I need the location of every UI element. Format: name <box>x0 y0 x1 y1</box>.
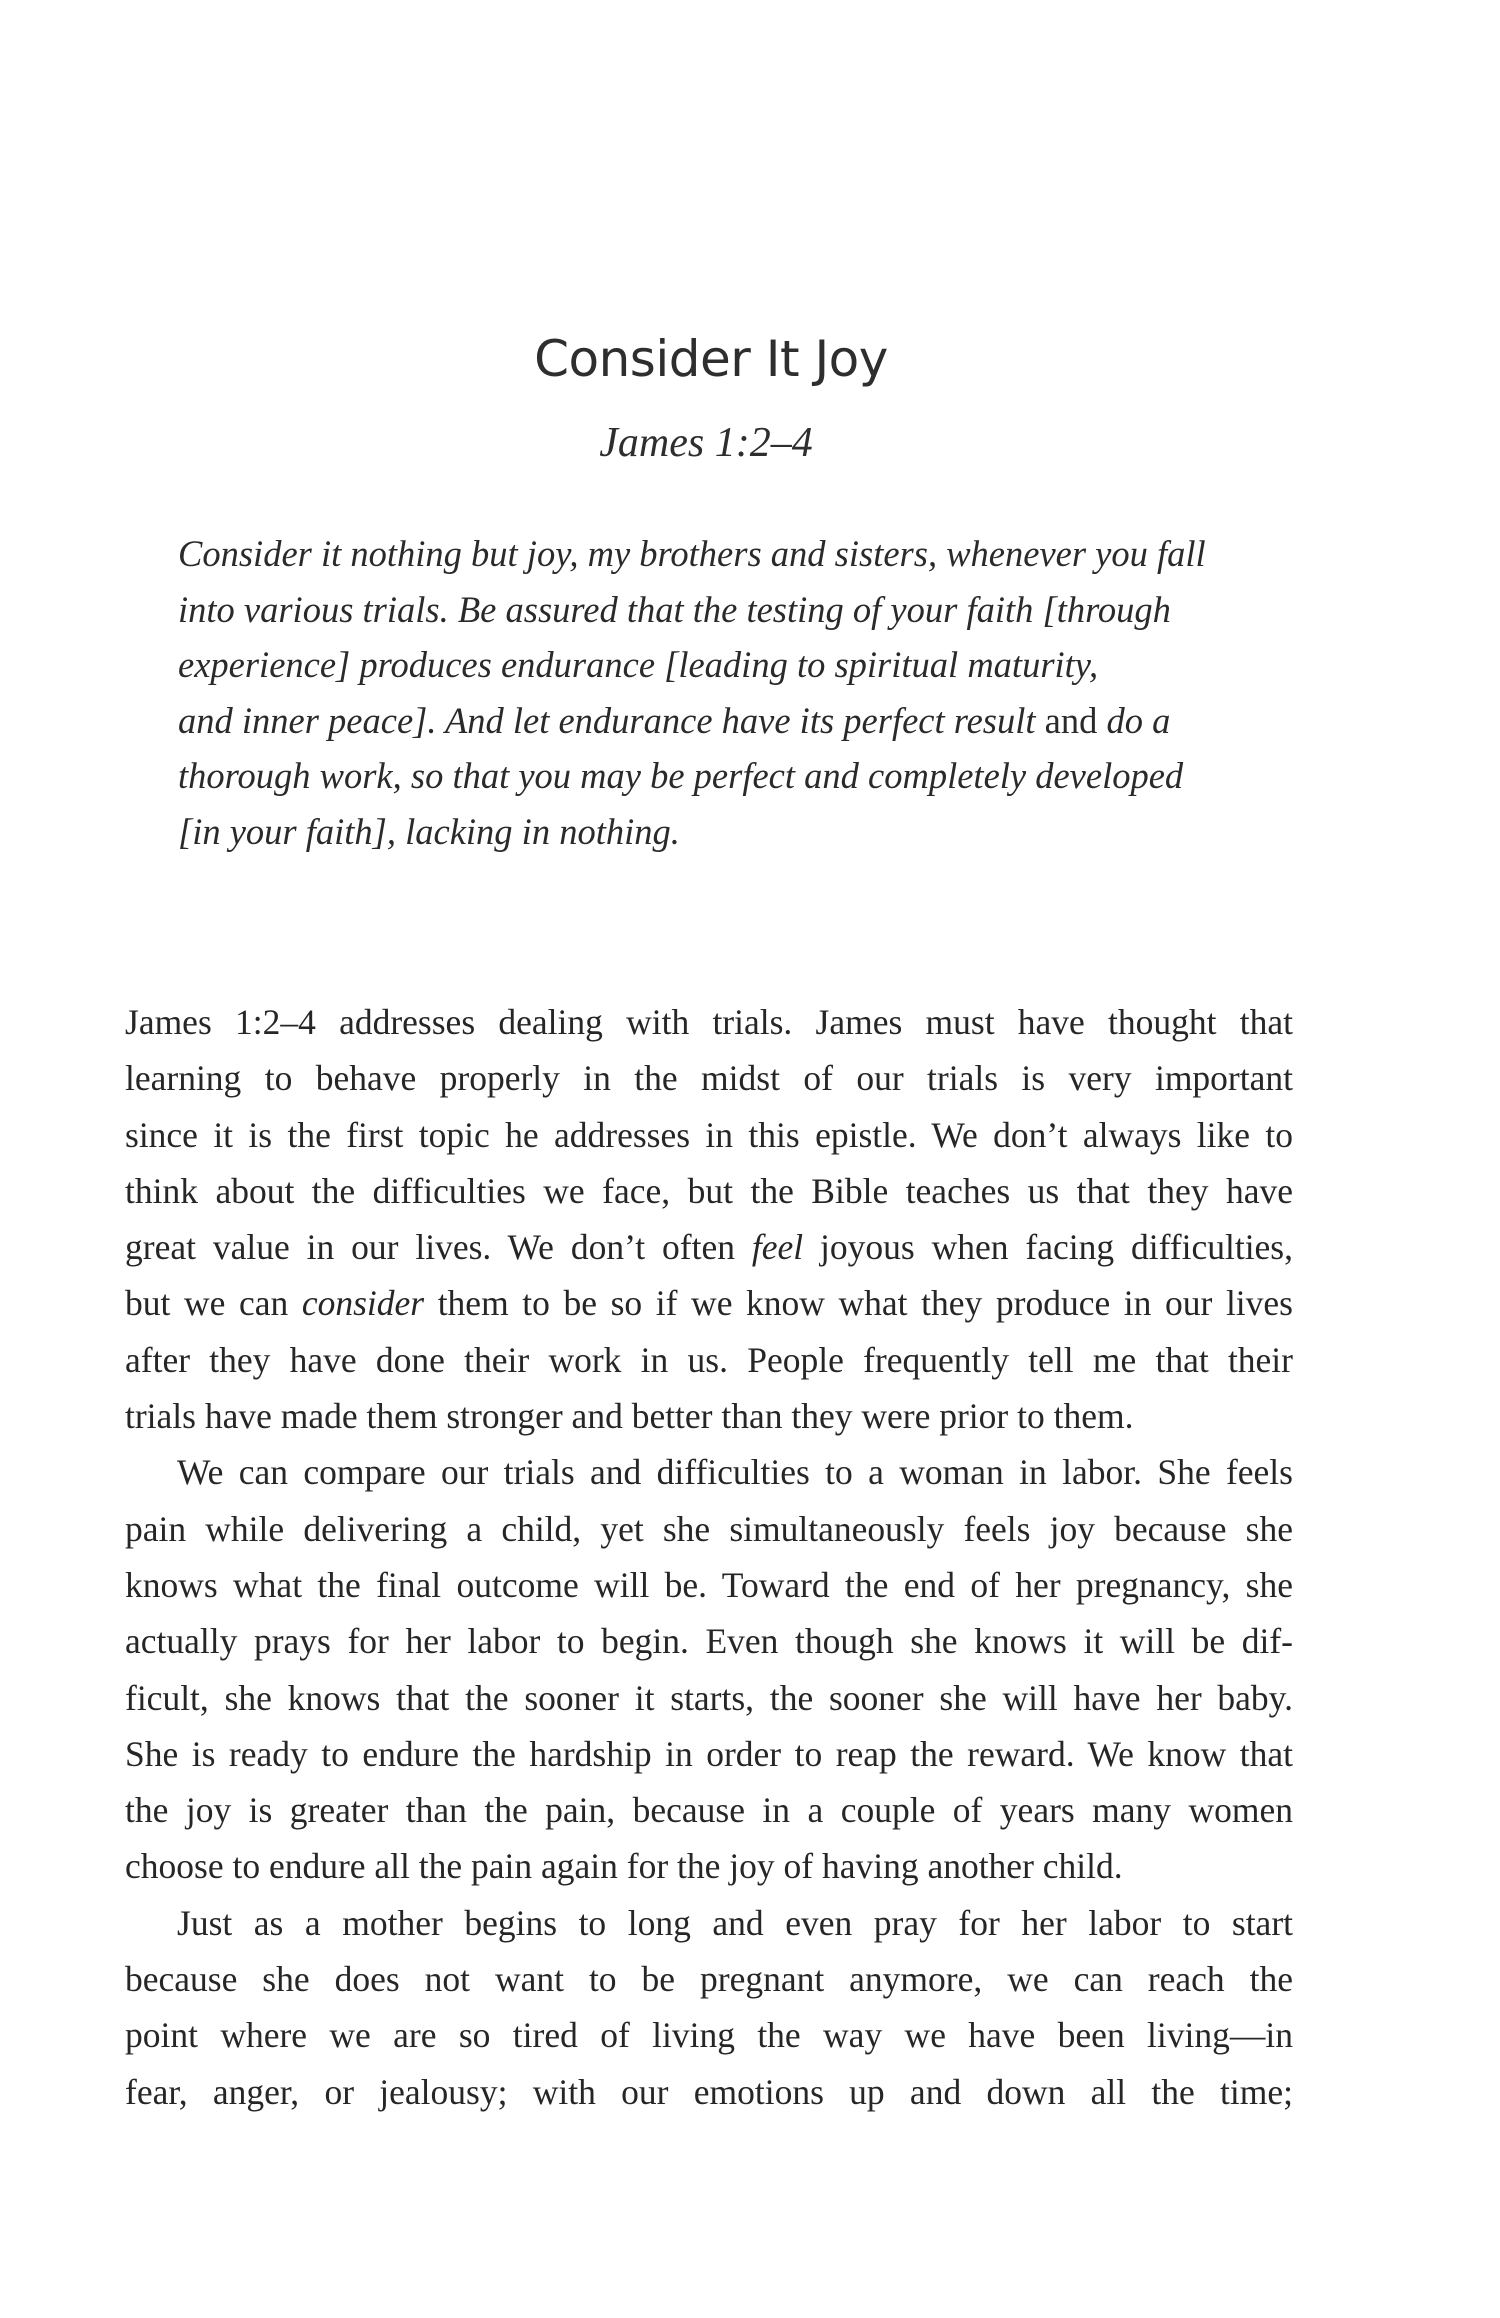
body-line: knows what the final outcome will be. Toward the end of her pregnancy, she <box>125 1564 1293 1605</box>
body-line: She is ready to endure the hardship in order to reap the reward. We know that <box>125 1733 1293 1774</box>
body-text-run: great value in our lives. We don’t often <box>125 1227 752 1268</box>
body-line: learning to behave properly in the midst of our trials is very important <box>125 1058 1293 1099</box>
scripture-reference: James 1:2–4 <box>599 420 813 466</box>
body-line: James 1:2–4 addresses dealing with trials. James must have thought that <box>125 1002 1293 1042</box>
body-line: after they have done their work in us. People frequently tell me that their <box>125 1339 1293 1380</box>
body-line <box>125 1275 1293 1331</box>
body-line: since it is the first topic he addresses in this epistle. We don’t always like to <box>125 1114 1293 1155</box>
body-line: actually prays for her labor to begin. Even though she knows it will be dif- <box>125 1621 1293 1662</box>
body-text-run: them to be so if we know what they produce in our lives <box>424 1283 1293 1324</box>
body-line: choose to endure all the pain again for the joy of having another child. <box>125 1846 1123 1887</box>
body-line: think about the difficulties we face, but the Bible teaches us that they have <box>125 1170 1293 1211</box>
emphasis-consider: consider <box>301 1283 425 1324</box>
body-line: because she does not want to be pregnant anymore, we can reach the <box>125 1959 1293 2000</box>
body-text <box>125 994 1293 2120</box>
scripture-line: thorough work, so that you may be perfect and completely developed <box>178 755 1184 797</box>
scripture-line: Consider it nothing but joy, my brothers and sisters, whenever you fall <box>178 533 1206 574</box>
scripture-roman-word: and <box>1044 699 1098 741</box>
body-line <box>125 1219 1293 1275</box>
body-line: the joy is greater than the pain, because in a couple of years many women <box>125 1790 1293 1831</box>
scripture-line: [in your faith], lacking in nothing. <box>178 810 680 852</box>
chapter-title: Consider It Joy <box>534 330 888 388</box>
body-line: We can compare our trials and difficulties to a woman in labor. She feels <box>177 1452 1293 1493</box>
scripture-text: do a <box>1097 699 1171 741</box>
emphasis-feel: feel <box>751 1227 804 1268</box>
scripture-text: and inner peace]. And let endurance have its perfect result <box>178 699 1045 741</box>
scripture-line: into various trials. Be assured that the testing of your faith [through <box>178 588 1171 630</box>
scripture-line <box>178 693 1288 749</box>
scripture-line: experience] produces endurance [leading to spiritual maturity, <box>178 644 1099 686</box>
body-text-run: joyous when facing difficulties, <box>803 1227 1293 1268</box>
body-text-run: but we can <box>125 1283 302 1324</box>
body-line: point where we are so tired of living the way we have been living—in <box>125 2015 1293 2056</box>
body-line: ficult, she knows that the sooner it starts, the sooner she will have her baby. <box>125 1677 1293 1718</box>
body-line: Just as a mother begins to long and even pray for her labor to start <box>177 1902 1293 1943</box>
body-line: trials have made them stronger and better than they were prior to them. <box>125 1396 1134 1437</box>
body-line: fear, anger, or jealousy; with our emotions up and down all the time; <box>125 2071 1293 2112</box>
scripture-quote <box>178 526 1288 860</box>
body-line: pain while delivering a child, yet she simultaneously feels joy because she <box>125 1508 1293 1549</box>
